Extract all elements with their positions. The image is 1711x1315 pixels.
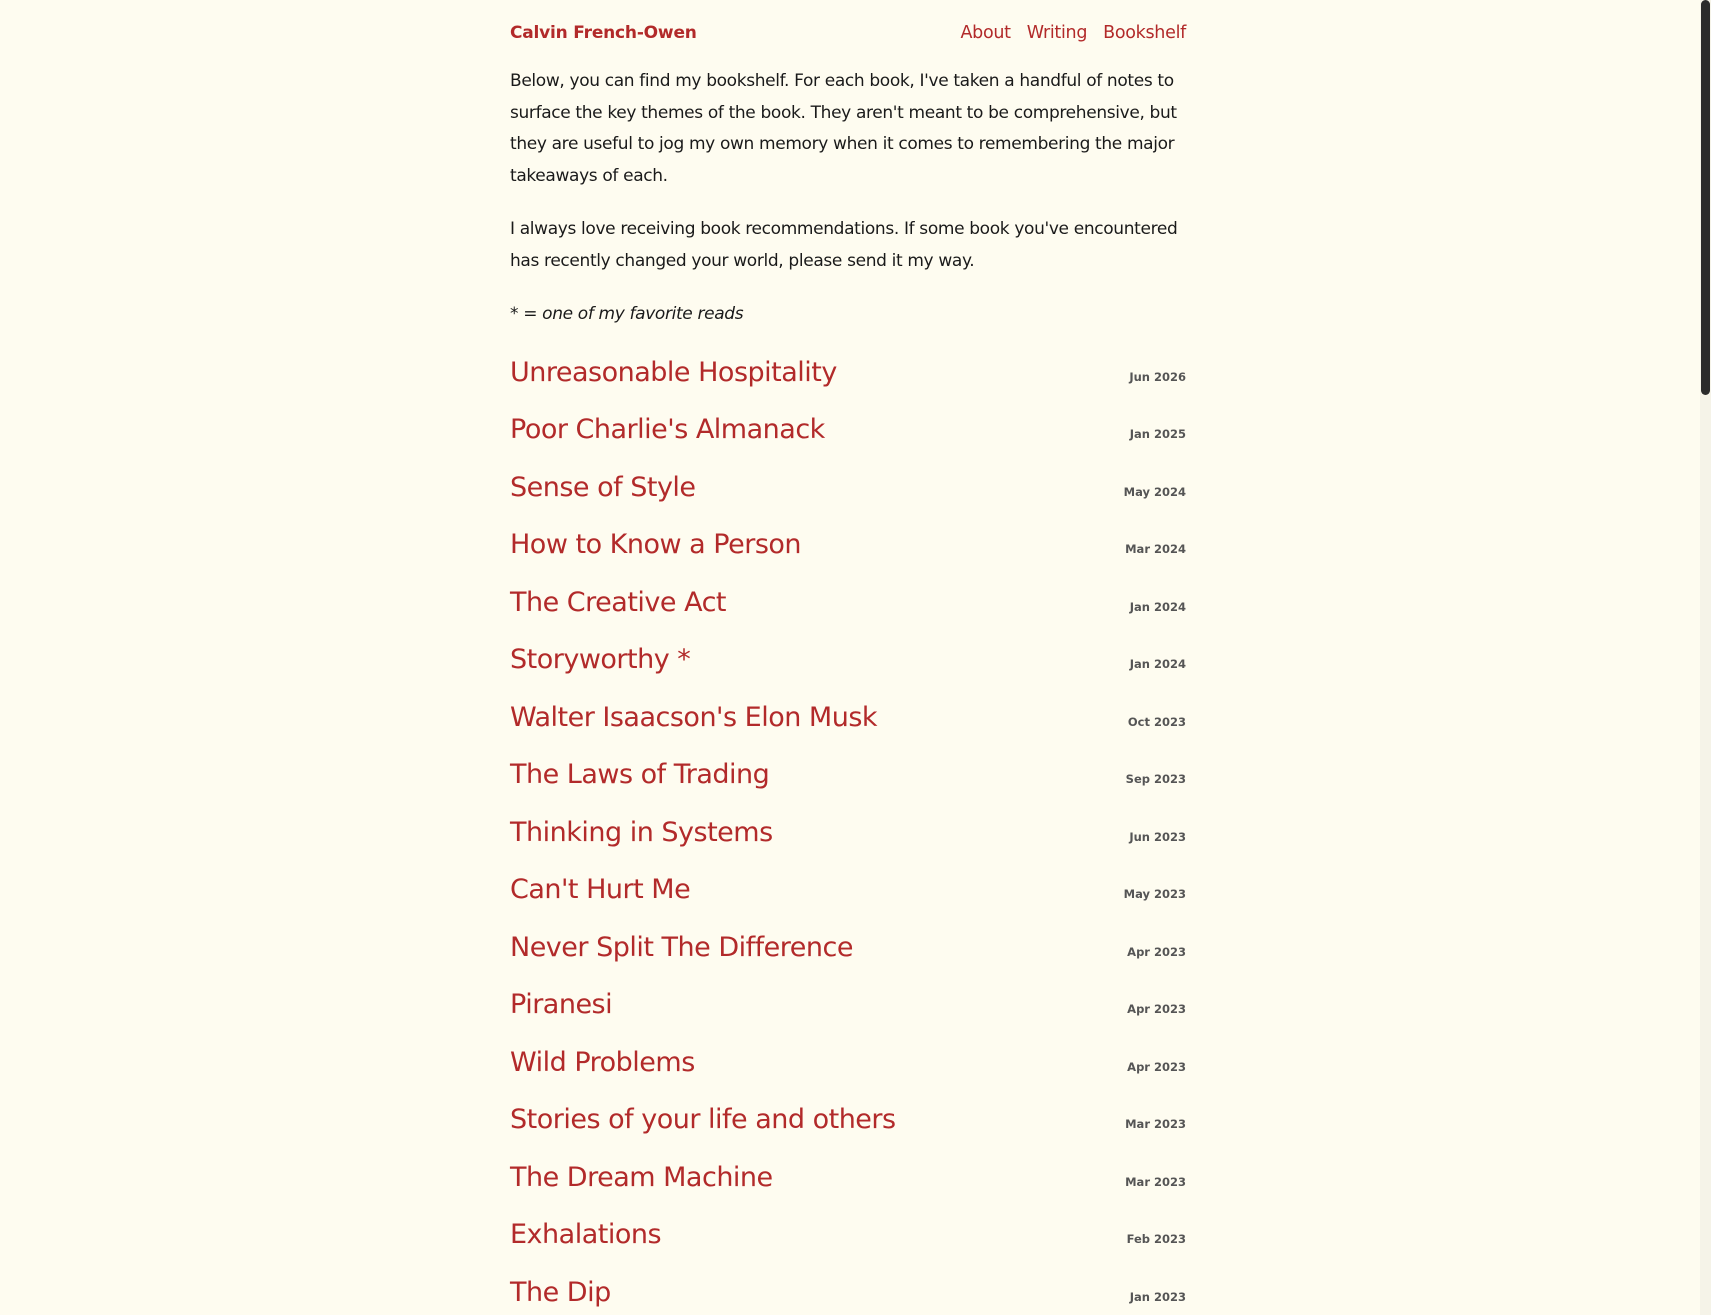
book-list: [510, 353, 1186, 1315]
intro-section: [510, 66, 1186, 331]
book-title-link[interactable]: Stories of your life and others: [510, 1104, 896, 1135]
content-column: [510, 0, 1186, 1315]
book-title-link[interactable]: Unreasonable Hospitality: [510, 356, 837, 388]
intro-paragraph-1: Below, you can find my bookshelf. For each book, I've taken a handful of notes to surface the key themes of the book. They aren't meant to be comprehensive, but they are useful to jog my own memory when it comes to remembering the major takeaways of each.: [510, 71, 1177, 186]
page-scrollbar[interactable]: [1700, 0, 1711, 1315]
book-date: Apr 2023: [1127, 1059, 1186, 1074]
site-name-link[interactable]: Calvin French-Owen: [510, 23, 697, 43]
book-title-link[interactable]: The Laws of Trading: [510, 759, 770, 790]
book-date: Jan 2024: [1129, 599, 1186, 614]
book-date: May 2024: [1123, 484, 1186, 499]
book-row: [510, 1273, 1186, 1315]
book-row: [510, 928, 1186, 986]
book-date: Jan 2024: [1129, 657, 1186, 671]
book-row: [510, 870, 1186, 928]
book-title-link[interactable]: Piranesi: [510, 989, 613, 1020]
book-row: [510, 985, 1186, 1043]
book-row: [510, 1100, 1186, 1158]
book-title-link[interactable]: The Creative Act: [510, 586, 727, 618]
book-row: [510, 813, 1186, 871]
book-title-link[interactable]: Walter Isaacson's Elon Musk: [510, 701, 878, 733]
book-row: [510, 1043, 1186, 1101]
nav-about-link[interactable]: About: [960, 23, 1011, 43]
scrollbar-thumb[interactable]: [1701, 0, 1710, 395]
book-title-link[interactable]: Sense of Style: [510, 471, 696, 503]
book-date: Jan 2023: [1129, 1289, 1186, 1304]
book-date: Jun 2023: [1129, 829, 1186, 844]
favorites-legend: * = one of my favorite reads: [510, 304, 744, 324]
book-date: Mar 2023: [1125, 1117, 1186, 1131]
book-date: May 2023: [1123, 887, 1186, 901]
book-title-link[interactable]: Exhalations: [510, 1219, 662, 1250]
book-row: [510, 1215, 1186, 1273]
book-row: [510, 353, 1186, 411]
book-row: [510, 1158, 1186, 1216]
book-row: [510, 698, 1186, 756]
book-date: Oct 2023: [1127, 714, 1186, 729]
nav-bookshelf-link[interactable]: Bookshelf: [1103, 23, 1186, 43]
book-date: Apr 2023: [1127, 944, 1186, 959]
main-nav: [960, 23, 1186, 43]
book-title-link[interactable]: Thinking in Systems: [510, 816, 773, 848]
book-title-link[interactable]: Can't Hurt Me: [510, 874, 691, 905]
book-title-link[interactable]: Never Split The Difference: [510, 931, 853, 963]
book-date: Sep 2023: [1125, 772, 1186, 786]
book-date: Jun 2026: [1129, 369, 1186, 384]
book-row: [510, 640, 1186, 698]
book-title-link[interactable]: Poor Charlie's Almanack: [510, 414, 825, 445]
site-header: [510, 0, 1186, 66]
book-date: Mar 2023: [1125, 1174, 1186, 1189]
book-date: Mar 2024: [1125, 542, 1186, 556]
book-row: [510, 410, 1186, 468]
book-title-link[interactable]: The Dip: [510, 1276, 611, 1308]
book-title-link[interactable]: How to Know a Person: [510, 529, 802, 560]
book-date: Jan 2025: [1129, 427, 1186, 441]
book-row: [510, 755, 1186, 813]
book-row: [510, 468, 1186, 526]
book-row: [510, 525, 1186, 583]
book-title-link[interactable]: The Dream Machine: [510, 1161, 773, 1193]
intro-paragraph-2: I always love receiving book recommendations. If some book you've encountered has recently changed your world, please send it my way.: [510, 219, 1178, 271]
book-date: Feb 2023: [1126, 1232, 1186, 1246]
book-row: [510, 583, 1186, 641]
nav-writing-link[interactable]: Writing: [1026, 23, 1088, 43]
book-date: Apr 2023: [1127, 1002, 1186, 1016]
book-title-link[interactable]: Wild Problems: [510, 1046, 695, 1078]
book-title-link[interactable]: Storyworthy *: [510, 644, 691, 675]
